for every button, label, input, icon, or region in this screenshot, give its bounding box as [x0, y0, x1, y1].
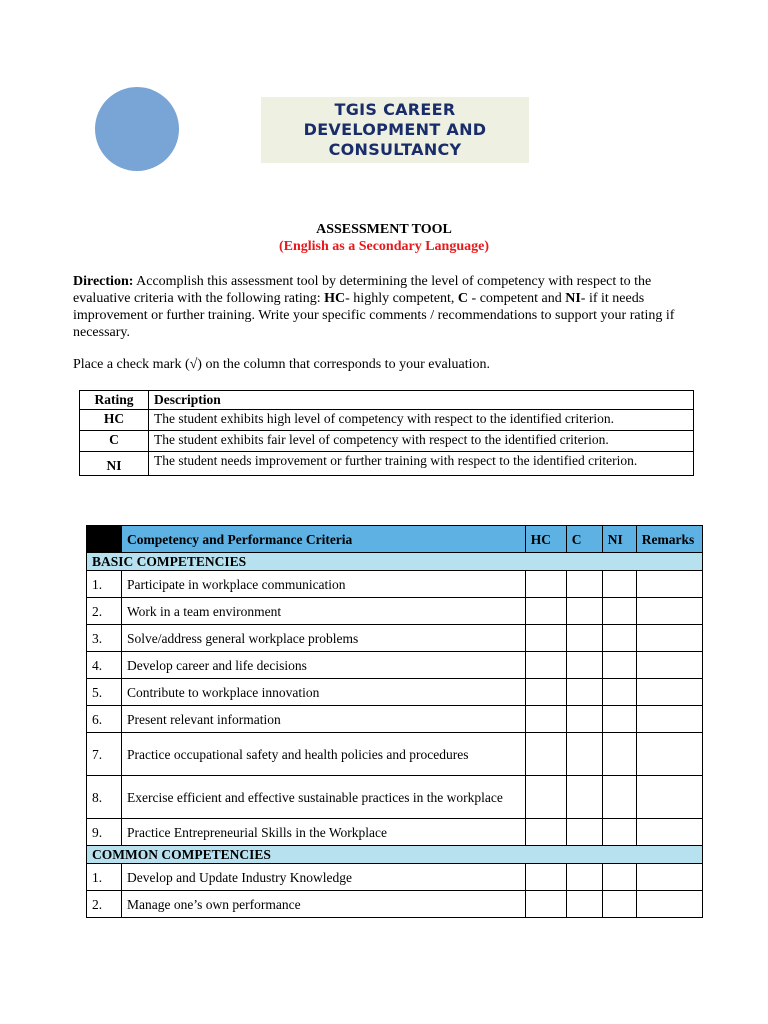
c-check-cell[interactable] — [566, 776, 602, 819]
row-number: 3. — [87, 625, 122, 652]
check-mark-instruction: Place a check mark (√) on the column that corresponds to your evaluation. — [73, 357, 491, 372]
description-header: Description — [149, 391, 694, 410]
ni-check-cell[interactable] — [602, 571, 636, 598]
c-check-cell[interactable] — [566, 652, 602, 679]
remarks-cell[interactable] — [636, 864, 702, 891]
section-row-basic — [87, 553, 703, 571]
direction-paragraph — [73, 273, 698, 341]
row-number: 8. — [87, 776, 122, 819]
criterion-text: Manage one’s own performance — [122, 891, 526, 918]
table-row — [87, 652, 703, 679]
hc-check-cell[interactable] — [525, 733, 566, 776]
criterion-text: Solve/address general workplace problems — [122, 625, 526, 652]
ni-check-cell[interactable] — [602, 819, 636, 846]
ni-check-cell[interactable] — [602, 679, 636, 706]
criterion-text: Present relevant information — [122, 706, 526, 733]
hc-check-cell[interactable] — [525, 776, 566, 819]
table-row — [87, 598, 703, 625]
row-number: 6. — [87, 706, 122, 733]
criterion-text: Work in a team environment — [122, 598, 526, 625]
rating-legend-table — [79, 390, 694, 476]
ni-check-cell[interactable] — [602, 733, 636, 776]
ni-check-cell[interactable] — [602, 891, 636, 918]
remarks-cell[interactable] — [636, 625, 702, 652]
hc-check-cell[interactable] — [525, 598, 566, 625]
table-row — [80, 410, 694, 431]
table-row — [87, 625, 703, 652]
ni-check-cell[interactable] — [602, 625, 636, 652]
criterion-text: Practice occupational safety and health policies and procedures — [122, 733, 526, 776]
criteria-header: Competency and Performance Criteria — [122, 526, 526, 553]
criterion-text: Develop career and life decisions — [122, 652, 526, 679]
remarks-cell[interactable] — [636, 571, 702, 598]
header-number-cell — [87, 526, 122, 553]
direction-text-2: - highly competent, — [345, 291, 458, 306]
remarks-cell[interactable] — [636, 819, 702, 846]
table-row — [87, 864, 703, 891]
remarks-cell[interactable] — [636, 652, 702, 679]
direction-text-3: - competent and — [468, 291, 566, 306]
hc-check-cell[interactable] — [525, 652, 566, 679]
hc-check-cell[interactable] — [525, 625, 566, 652]
criterion-text: Participate in workplace communication — [122, 571, 526, 598]
ni-check-cell[interactable] — [602, 776, 636, 819]
table-row — [87, 733, 703, 776]
hc-check-cell[interactable] — [525, 571, 566, 598]
description-cell: The student exhibits high level of competency with respect to the identified criterion. — [149, 410, 694, 431]
remarks-cell[interactable] — [636, 598, 702, 625]
hc-check-cell[interactable] — [525, 679, 566, 706]
remarks-header: Remarks — [636, 526, 702, 553]
hc-header: HC — [525, 526, 566, 553]
table-row — [87, 679, 703, 706]
table-row — [80, 431, 694, 452]
row-number: 4. — [87, 652, 122, 679]
remarks-cell[interactable] — [636, 679, 702, 706]
remarks-cell[interactable] — [636, 776, 702, 819]
criterion-text: Contribute to workplace innovation — [122, 679, 526, 706]
table-row — [87, 571, 703, 598]
rating-ni-abbr: NI — [565, 291, 581, 306]
remarks-cell[interactable] — [636, 706, 702, 733]
row-number: 2. — [87, 891, 122, 918]
section-row-common — [87, 846, 703, 864]
rating-cell: C — [80, 431, 149, 452]
table-row — [80, 452, 694, 476]
c-check-cell[interactable] — [566, 706, 602, 733]
table-row — [87, 891, 703, 918]
tool-title: ASSESSMENT TOOL — [316, 222, 452, 237]
direction-label: Direction: — [73, 274, 134, 289]
ni-check-cell[interactable] — [602, 652, 636, 679]
c-check-cell[interactable] — [566, 819, 602, 846]
org-header — [261, 97, 529, 163]
c-check-cell[interactable] — [566, 891, 602, 918]
c-header: C — [566, 526, 602, 553]
c-check-cell[interactable] — [566, 571, 602, 598]
row-number: 7. — [87, 733, 122, 776]
criterion-text: Practice Entrepreneurial Skills in the Workplace — [122, 819, 526, 846]
tool-subtitle: (English as a Secondary Language) — [278, 239, 490, 254]
remarks-cell[interactable] — [636, 733, 702, 776]
row-number: 1. — [87, 571, 122, 598]
remarks-cell[interactable] — [636, 891, 702, 918]
org-name-line-2: DEVELOPMENT AND — [303, 120, 487, 139]
hc-check-cell[interactable] — [525, 706, 566, 733]
criterion-text: Develop and Update Industry Knowledge — [122, 864, 526, 891]
hc-check-cell[interactable] — [525, 819, 566, 846]
row-number: 5. — [87, 679, 122, 706]
row-number: 9. — [87, 819, 122, 846]
criteria-table — [86, 525, 703, 918]
logo-circle — [95, 87, 179, 171]
direction-text-4: - if it needs improvement or further training. Write your specific comments / recommendations to support your rating if necessary. — [73, 291, 675, 340]
table-row — [87, 706, 703, 733]
description-cell: The student exhibits fair level of competency with respect to the identified criterion. — [149, 431, 694, 452]
c-check-cell[interactable] — [566, 733, 602, 776]
description-cell: The student needs improvement or further training with respect to the identified criterion. — [149, 452, 694, 476]
rating-c-abbr: C — [457, 291, 469, 306]
hc-check-cell[interactable] — [525, 864, 566, 891]
ni-check-cell[interactable] — [602, 864, 636, 891]
rating-header: Rating — [80, 391, 149, 410]
c-check-cell[interactable] — [566, 679, 602, 706]
ni-check-cell[interactable] — [602, 706, 636, 733]
org-name-line-3: CONSULTANCY — [328, 140, 462, 159]
c-check-cell[interactable] — [566, 864, 602, 891]
section-label: COMMON COMPETENCIES — [87, 846, 703, 864]
table-row — [87, 776, 703, 819]
c-check-cell[interactable] — [566, 625, 602, 652]
ni-header: NI — [602, 526, 636, 553]
rating-hc-abbr: HC — [324, 291, 346, 306]
table-row — [87, 819, 703, 846]
section-label: BASIC COMPETENCIES — [87, 553, 703, 571]
ni-check-cell[interactable] — [602, 598, 636, 625]
direction-text-1: Accomplish this assessment tool by determining the level of competency with respect to the evaluative criteria with the following rating: — [73, 274, 652, 306]
org-name-line-1: TGIS CAREER — [334, 100, 456, 119]
rating-cell: HC — [80, 410, 149, 431]
row-number: 2. — [87, 598, 122, 625]
rating-cell: NI — [80, 452, 149, 476]
c-check-cell[interactable] — [566, 598, 602, 625]
hc-check-cell[interactable] — [525, 891, 566, 918]
criterion-text: Exercise efficient and effective sustainable practices in the workplace — [122, 776, 526, 819]
row-number: 1. — [87, 864, 122, 891]
